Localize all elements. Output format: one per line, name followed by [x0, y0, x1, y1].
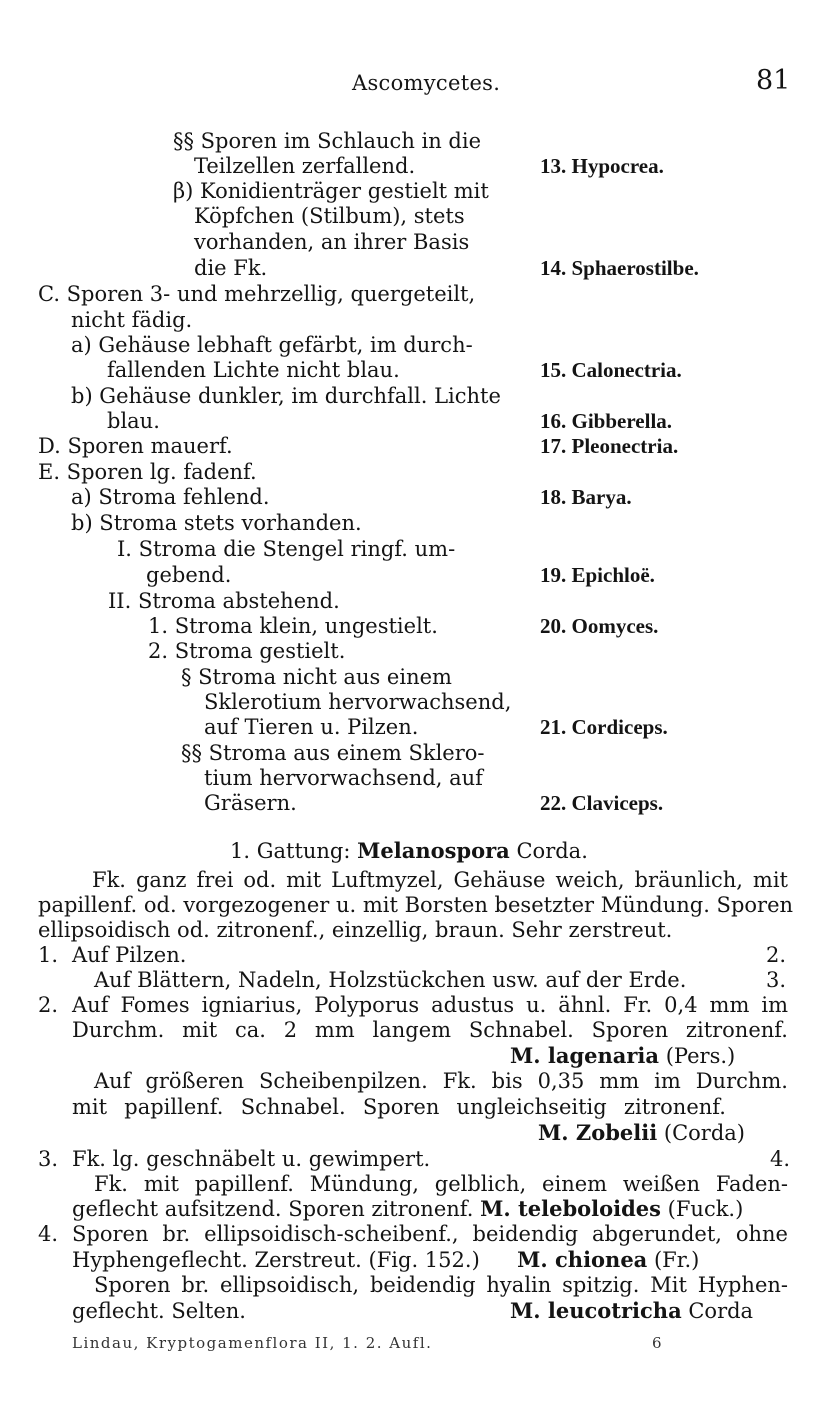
key-line: b) Stroma stets vorhanden. [71, 511, 362, 535]
species-key-line: Sporen br. ellipsoidisch-scheibenf., beidendig abgerundet, ohne [72, 1222, 788, 1246]
key-line: β) Konidienträger gestielt mit [173, 179, 489, 203]
genus-entry: 22. Claviceps. [540, 791, 664, 815]
key-line: blau. [107, 409, 160, 433]
genus-heading-author: Corda. [516, 839, 588, 863]
species-author: (Corda) [663, 1121, 745, 1145]
key-line: a) Stroma fehlend. [71, 485, 270, 509]
species-key-line: Auf Fomes igniarius, Polyporus adustus u. ähnl. Fr. 0,4 mm im [72, 993, 788, 1017]
running-title: Ascomycetes. [352, 71, 501, 95]
key-line: vorhanden, an ihrer Basis [194, 230, 470, 254]
couplet-number: 3. [38, 1147, 59, 1171]
species-key-line: Sporen br. ellipsoidisch, beidendig hyalin spitzig. Mit Hyphen- [94, 1273, 788, 1297]
key-line: nicht fädig. [71, 308, 193, 332]
key-line: §§ Stroma aus einem Sklero- [181, 741, 485, 765]
genus-entry: 18. Barya. [540, 485, 632, 509]
key-line: tium hervorwachsend, auf [204, 766, 483, 790]
key-line: Gräsern. [204, 791, 297, 815]
key-line: Sklerotium hervorwachsend, [204, 690, 512, 714]
page-number: 81 [756, 65, 791, 96]
key-line: D. Sporen mauerf. [38, 434, 233, 458]
key-line: Teilzellen zerfallend. [194, 154, 416, 178]
species-key-line: Auf Blättern, Nadeln, Holzstückchen usw. auf der Erde. [94, 968, 687, 992]
species-author: (Fr.) [653, 1248, 700, 1272]
species-key-line: Fk. lg. geschnäbelt u. gewimpert. [72, 1147, 431, 1171]
species-key-text: geflecht aufsitzend. Sporen zitronenf. [72, 1197, 474, 1221]
description-line: ellipsoidisch od. zitronenf., einzellig, braun. Sehr zerstreut. [38, 918, 673, 942]
key-line: II. Stroma abstehend. [108, 589, 340, 613]
species-name: M. Zobelii [538, 1120, 658, 1145]
genus-entry: 15. Calonectria. [540, 358, 682, 382]
couplet-reference: 3. [766, 968, 787, 992]
key-line: b) Gehäuse dunkler, im durchfall. Lichte [71, 384, 501, 408]
species-key-line: geflecht. Selten. [72, 1299, 246, 1323]
genus-entry: 14. Sphaerostilbe. [540, 256, 699, 280]
species-name: M. leucotricha [510, 1298, 682, 1323]
footer-signature: Lindau, Kryptogamenflora II, 1. 2. Aufl. [72, 1334, 433, 1352]
key-line: C. Sporen 3- und mehrzellig, quergeteilt, [38, 282, 476, 306]
key-line: a) Gehäuse lebhaft gefärbt, im durch- [71, 333, 473, 357]
couplet-number: 2. [38, 993, 59, 1017]
species-key-line [72, 1196, 743, 1222]
genus-entry: 13. Hypocrea. [540, 154, 664, 178]
species-key-line: mit papillenf. Schnabel. Sporen ungleichseitig zitronenf. [72, 1095, 726, 1119]
species-name: M. chionea [517, 1247, 648, 1272]
key-line: § Stroma nicht aus einem [181, 665, 452, 689]
key-line: §§ Sporen im Schlauch in die [173, 129, 482, 153]
key-line: I. Stroma die Stengel ringf. um- [117, 537, 456, 561]
genus-heading [230, 838, 588, 864]
genus-heading-name: Melanospora [357, 838, 510, 863]
genus-entry: 19. Epichloë. [540, 563, 655, 587]
genus-entry: 21. Cordiceps. [540, 715, 668, 739]
key-line: Köpfchen (Stilbum), stets [194, 204, 465, 228]
genus-heading-prefix: 1. Gattung: [230, 839, 351, 863]
species-author: (Pers.) [665, 1044, 736, 1068]
couplet-number: 1. [38, 943, 59, 967]
key-line: 2. Stroma gestielt. [148, 639, 346, 663]
description-line: papillenf. od. vorgezogener u. mit Borsten besetzter Mündung. Sporen [38, 893, 794, 917]
description-line: Fk. ganz frei od. mit Luftmyzel, Gehäuse weich, bräunlich, mit [92, 868, 788, 892]
species-key-line: Fk. mit papillenf. Mündung, gelblich, einem weißen Faden- [94, 1172, 788, 1196]
species-key-line: Auf größeren Scheibenpilzen. Fk. bis 0,35 mm im Durchm. [94, 1069, 788, 1093]
footer-sheet-number: 6 [652, 1334, 664, 1352]
genus-entry: 20. Oomyces. [540, 614, 659, 638]
key-line: fallenden Lichte nicht blau. [107, 358, 400, 382]
species-name-line [510, 1298, 753, 1324]
species-author: (Fuck.) [667, 1197, 744, 1221]
couplet-reference: 2. [766, 943, 787, 967]
species-key-line: Auf Pilzen. [72, 943, 187, 967]
key-line: die Fk. [194, 256, 268, 280]
species-key-text: Hyphengeflecht. Zerstreut. (Fig. 152.) [72, 1248, 480, 1272]
couplet-reference: 4. [770, 1147, 791, 1171]
key-line: auf Tieren u. Pilzen. [204, 715, 419, 739]
key-line: 1. Stroma klein, ungestielt. [148, 614, 438, 638]
species-author: Corda [688, 1299, 754, 1323]
species-name: M. teleboloides [480, 1196, 661, 1221]
genus-entry: 16. Gibberella. [540, 409, 673, 433]
species-key-line [72, 1247, 699, 1273]
key-line: gebend. [146, 563, 232, 587]
species-name-line [510, 1043, 735, 1069]
species-key-line: Durchm. mit ca. 2 mm langem Schnabel. Sporen zitronenf. [72, 1018, 788, 1042]
species-name: M. lagenaria [510, 1043, 660, 1068]
genus-entry: 17. Pleonectria. [540, 434, 679, 458]
species-name-line [538, 1120, 745, 1146]
key-line: E. Sporen lg. fadenf. [38, 460, 257, 484]
couplet-number: 4. [38, 1222, 59, 1246]
